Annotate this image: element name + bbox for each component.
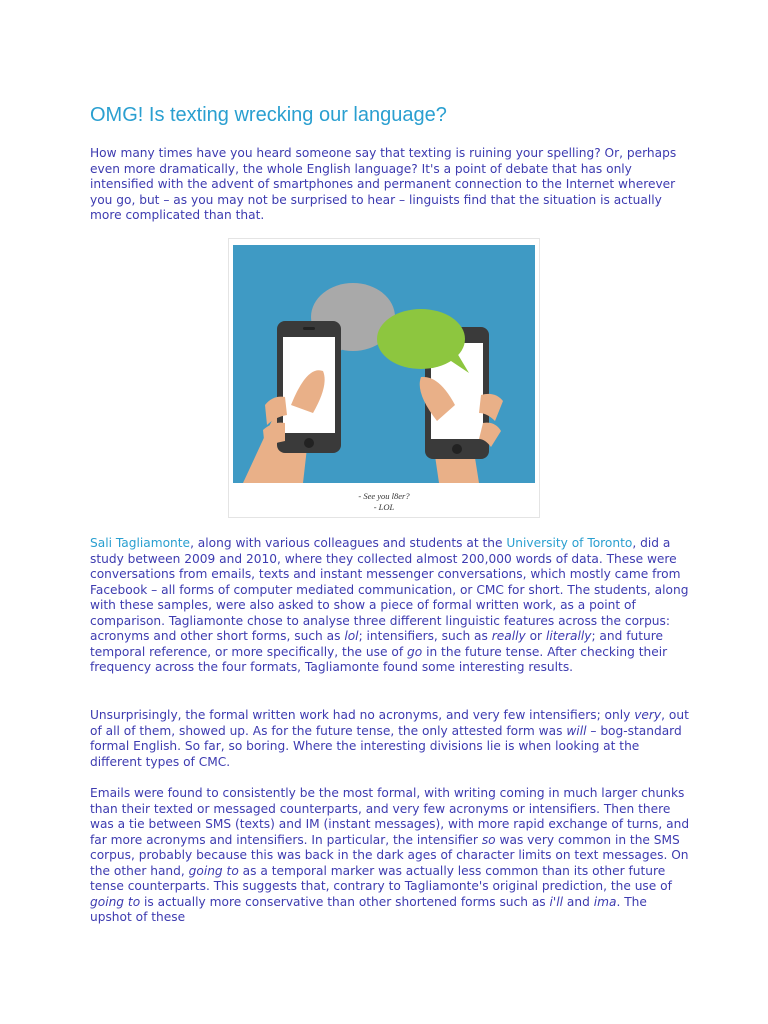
article-figure xyxy=(228,238,540,518)
figure-caption-line-1: - See you l8er? xyxy=(358,491,410,501)
texting-hands-illustration xyxy=(233,245,535,483)
university-of-toronto-link[interactable]: University of Toronto xyxy=(506,536,633,550)
formal-writing-paragraph: Unsurprisingly, the formal written work had no acronyms, and very few intensifiers; only very, out of all of them, showed up. As for the future tense, the only attested form was will – bog-standard formal English. So far, so boring. Where the interesting divisions lie is when looking at the different types of CMC. xyxy=(90,708,689,769)
sali-tagliamonte-link[interactable]: Sali Tagliamonte xyxy=(90,536,191,550)
study-paragraph: Sali Tagliamonte, along with various colleagues and students at the University of Toronto, did a study between 2009 and 2010, where they collected almost 200,000 words of data. These were conversations from emails, texts and instant messenger conversations, which mostly came from Facebook – all forms of computer mediated communication, or CMC for short. The students, along with these samples, were also asked to show a piece of formal written work, as a point of comparison. Tagliamonte chose to analyse three different linguistic features across the corpus: acronyms and other short forms, such as lol; intensifiers, such as really or literally; and future temporal reference, or more specifically, the use of go in the future tense. After checking their frequency across the four formats, Tagliamonte found some interesting results. xyxy=(90,536,689,674)
article-title: OMG! Is texting wrecking our language? xyxy=(90,104,447,126)
figure-caption-line-2: - LOL xyxy=(373,502,395,512)
cmc-results-paragraph: Emails were found to consistently be the most formal, with writing coming in much larger chunks than their texted or messaged counterparts, and very few acronyms or intensifiers. Then there was a tie between SMS (texts) and IM (instant messages), with more rapid exchange of turns, and far more acronyms and intensifiers. In particular, the intensifier so was very common in the SMS corpus, probably because this was back in the dark ages of character limits on text messages. On the other hand, going to as a temporal marker was actually less common than its other future tense counterparts. This suggests that, contrary to Tagliamonte's original prediction, the use of going to is actually more conservative than other shortened forms such as i'll and ima. The upshot of these xyxy=(90,786,690,924)
intro-paragraph: How many times have you heard someone say that texting is ruining your spelling? Or, perhaps even more dramatically, the whole English language? It's a point of debate that has only intensified with the advent of smartphones and permanent connection to the Internet wherever you go, but – as you may not be surprised to hear – linguists find that the situation is actually more complicated than that. xyxy=(90,146,677,222)
